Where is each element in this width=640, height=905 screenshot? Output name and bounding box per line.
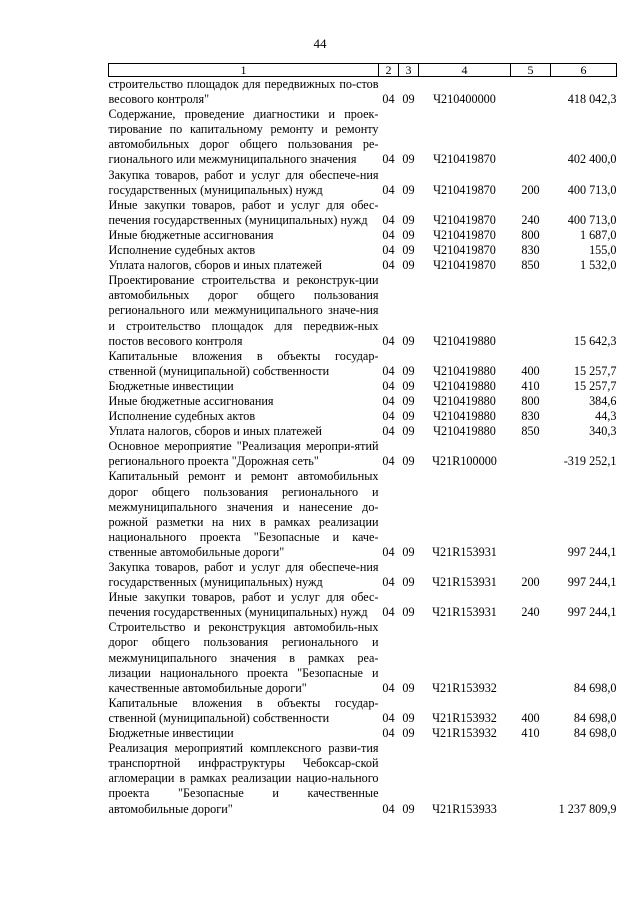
row-vr: 850 xyxy=(521,424,540,439)
row-csr: Ч210419870 xyxy=(433,243,496,258)
row-name: Иные бюджетные ассигнования xyxy=(108,393,274,408)
header-col-csr: 4 xyxy=(419,64,511,77)
row-vr xyxy=(511,107,551,167)
row-razdel: 04 xyxy=(382,801,395,816)
table-row xyxy=(109,696,617,726)
table-row xyxy=(109,424,617,439)
row-podrazdel: 09 xyxy=(402,258,415,273)
header-col-razdel: 2 xyxy=(379,64,399,77)
row-razdel: 04 xyxy=(382,710,395,725)
row-csr: Ч21R153932 xyxy=(432,710,497,725)
row-csr: Ч21R153933 xyxy=(432,801,497,816)
row-vr: 830 xyxy=(521,409,540,424)
row-name: Уплата налогов, сборов и иных платежей xyxy=(108,258,322,273)
row-vr: 830 xyxy=(521,243,540,258)
table-row xyxy=(109,726,617,741)
row-podrazdel: 09 xyxy=(402,393,415,408)
row-csr: Ч210419880 xyxy=(433,378,496,393)
row-csr: Ч21R153931 xyxy=(432,605,497,620)
row-razdel: 04 xyxy=(382,454,395,469)
row-csr: Ч210419870 xyxy=(433,212,496,227)
table-row xyxy=(109,107,617,167)
table-row xyxy=(109,620,617,695)
row-razdel: 04 xyxy=(382,243,395,258)
table-row xyxy=(109,258,617,273)
header-col-podrazdel: 3 xyxy=(399,64,419,77)
table-header-row xyxy=(109,64,617,77)
table-row xyxy=(109,379,617,394)
row-csr: Ч210419870 xyxy=(433,182,496,197)
row-name: Строительство и реконструкция автомобиль-ных дорог общего пользования регионального и межмуниципального значения в рамках реа-лизации национального проекта "Безопасные и качественные автомобильные дороги" xyxy=(108,620,379,695)
row-csr: Ч210419880 xyxy=(433,424,496,439)
row-sum: 384,6 xyxy=(589,393,617,408)
row-sum: 402 400,0 xyxy=(567,152,617,167)
row-razdel: 04 xyxy=(382,575,395,590)
row-podrazdel: 09 xyxy=(402,227,415,242)
row-podrazdel: 09 xyxy=(402,575,415,590)
row-csr: Ч210419870 xyxy=(433,227,496,242)
header-col-name: 1 xyxy=(109,64,379,77)
row-razdel: 04 xyxy=(382,680,395,695)
row-podrazdel: 09 xyxy=(402,333,415,348)
row-vr: 240 xyxy=(521,212,540,227)
row-podrazdel: 09 xyxy=(402,182,415,197)
table-row xyxy=(109,273,617,348)
row-podrazdel: 09 xyxy=(402,726,415,741)
row-csr: Ч210419880 xyxy=(433,363,496,378)
page-number: 44 xyxy=(313,36,327,51)
row-vr: 410 xyxy=(521,726,540,741)
row-sum: 400 713,0 xyxy=(567,212,617,227)
row-vr xyxy=(511,273,551,348)
row-sum: 1 687,0 xyxy=(579,227,617,242)
row-vr xyxy=(511,77,551,108)
row-name: Содержание, проведение диагностики и проек-тирование по капитальному ремонту и ремонту автомобильных дорог общего пользования ре-гионального или межмуниципального значения xyxy=(108,107,379,167)
row-csr: Ч21R153932 xyxy=(432,680,497,695)
row-sum: 1 237 809,9 xyxy=(558,801,617,816)
row-vr: 240 xyxy=(521,605,540,620)
row-razdel: 04 xyxy=(382,605,395,620)
row-csr: Ч210419870 xyxy=(433,258,496,273)
row-podrazdel: 09 xyxy=(402,409,415,424)
row-razdel: 04 xyxy=(382,363,395,378)
row-razdel: 04 xyxy=(382,409,395,424)
header-col-sum: 6 xyxy=(551,64,617,77)
row-vr xyxy=(511,439,551,469)
row-razdel: 04 xyxy=(382,333,395,348)
row-vr: 200 xyxy=(521,182,540,197)
row-csr: Ч210419880 xyxy=(433,393,496,408)
row-name: Капитальный ремонт и ремонт автомобильных дорог общего пользования регионального и межмуниципального значения и нанесение до-рожной разметки на них в рамках реализации национального проекта "Безопасные и каче-ственные автомобильные дороги" xyxy=(108,469,379,559)
row-podrazdel: 09 xyxy=(402,680,415,695)
row-razdel: 04 xyxy=(382,378,395,393)
header-col-vr: 5 xyxy=(511,64,551,77)
row-name: Закупка товаров, работ и услуг для обеспече-ния государственных (муниципальных) нужд xyxy=(108,167,379,197)
row-sum: 84 698,0 xyxy=(573,680,617,695)
row-vr: 410 xyxy=(521,378,540,393)
row-podrazdel: 09 xyxy=(402,363,415,378)
table-row xyxy=(109,77,617,108)
row-sum: 44,3 xyxy=(595,409,617,424)
row-vr: 850 xyxy=(521,258,540,273)
table-row xyxy=(109,590,617,620)
row-name: Реализация мероприятий комплексного разви-тия транспортной инфраструктуры Чебоксар-ской агломерации в рамках реализации нацио-нального проекта "Безопасные и качественные автомобильные дороги" xyxy=(108,741,379,816)
row-name: Капитальные вложения в объекты государ-ственной (муниципальной) собственности xyxy=(108,695,379,725)
row-name: Иные бюджетные ассигнования xyxy=(108,227,274,242)
row-csr: Ч21R153932 xyxy=(432,726,497,741)
row-podrazdel: 09 xyxy=(402,152,415,167)
row-csr: Ч210400000 xyxy=(433,92,496,107)
row-sum: 15 257,7 xyxy=(573,363,617,378)
row-podrazdel: 09 xyxy=(402,378,415,393)
row-razdel: 04 xyxy=(382,726,395,741)
row-vr xyxy=(511,741,551,816)
row-razdel: 04 xyxy=(382,393,395,408)
table-row xyxy=(109,349,617,379)
row-csr: Ч210419870 xyxy=(433,152,496,167)
row-sum: 15 257,7 xyxy=(573,378,617,393)
row-sum: 84 698,0 xyxy=(573,726,617,741)
row-podrazdel: 09 xyxy=(402,801,415,816)
row-name: Иные закупки товаров, работ и услуг для обес-печения государственных (муниципальных) нужд xyxy=(108,197,379,227)
row-razdel: 04 xyxy=(382,258,395,273)
row-name: Проектирование строительства и реконструк-ции автомобильных дорог общего пользования регионального или межмуниципального значе-ния и строительство площадок для передвиж-ных постов весового контроля xyxy=(108,273,379,348)
table-row xyxy=(109,228,617,243)
row-sum: 997 244,1 xyxy=(567,544,617,559)
row-vr xyxy=(511,620,551,695)
row-name: Исполнение судебных актов xyxy=(108,409,256,424)
row-csr: Ч21R153931 xyxy=(432,575,497,590)
row-name: Основное мероприятие "Реализация меропри-ятий регионального проекта "Дорожная сеть" xyxy=(108,439,379,469)
row-sum: 84 698,0 xyxy=(573,710,617,725)
row-sum: 15 642,3 xyxy=(573,333,617,348)
table-row xyxy=(109,409,617,424)
table-row xyxy=(109,243,617,258)
row-name: Исполнение судебных актов xyxy=(108,243,256,258)
table-row xyxy=(109,439,617,469)
table-row xyxy=(109,560,617,590)
row-podrazdel: 09 xyxy=(402,212,415,227)
row-sum: 155,0 xyxy=(589,243,617,258)
table-row xyxy=(109,469,617,560)
row-razdel: 04 xyxy=(382,227,395,242)
row-podrazdel: 09 xyxy=(402,243,415,258)
row-name: Бюджетные инвестиции xyxy=(108,378,234,393)
table-row xyxy=(109,741,617,816)
row-sum: 418 042,3 xyxy=(567,92,617,107)
row-csr: Ч21R153931 xyxy=(432,544,497,559)
row-csr: Ч210419880 xyxy=(433,333,496,348)
table-row xyxy=(109,168,617,198)
row-sum: 997 244,1 xyxy=(567,575,617,590)
budget-table xyxy=(108,63,617,817)
row-razdel: 04 xyxy=(382,152,395,167)
row-name: Капитальные вложения в объекты государ-ственной (муниципальной) собственности xyxy=(108,348,379,378)
row-csr: Ч21R100000 xyxy=(432,454,497,469)
row-name: Закупка товаров, работ и услуг для обеспече-ния государственных (муниципальных) нужд xyxy=(108,560,379,590)
row-razdel: 04 xyxy=(382,212,395,227)
row-name: Иные закупки товаров, работ и услуг для обес-печения государственных (муниципальных) нужд xyxy=(108,590,379,620)
row-name: Бюджетные инвестиции xyxy=(108,726,234,741)
row-sum: 1 532,0 xyxy=(579,258,617,273)
row-csr: Ч210419880 xyxy=(433,409,496,424)
table-row xyxy=(109,394,617,409)
row-razdel: 04 xyxy=(382,424,395,439)
row-sum: 400 713,0 xyxy=(567,182,617,197)
row-vr xyxy=(511,469,551,560)
row-razdel: 04 xyxy=(382,544,395,559)
row-podrazdel: 09 xyxy=(402,710,415,725)
row-name: Уплата налогов, сборов и иных платежей xyxy=(108,424,322,439)
row-razdel: 04 xyxy=(382,182,395,197)
row-vr: 400 xyxy=(521,363,540,378)
row-vr: 800 xyxy=(521,393,540,408)
row-razdel: 04 xyxy=(382,92,395,107)
row-sum: 997 244,1 xyxy=(567,605,617,620)
row-vr: 800 xyxy=(521,227,540,242)
row-sum: -319 252,1 xyxy=(563,454,617,469)
row-name: строительство площадок для передвижных по-стов весового контроля" xyxy=(108,77,379,107)
row-vr: 200 xyxy=(521,575,540,590)
row-vr: 400 xyxy=(521,710,540,725)
row-podrazdel: 09 xyxy=(402,605,415,620)
row-sum: 340,3 xyxy=(589,424,617,439)
row-podrazdel: 09 xyxy=(402,424,415,439)
row-podrazdel: 09 xyxy=(402,544,415,559)
row-podrazdel: 09 xyxy=(402,454,415,469)
table-row xyxy=(109,198,617,228)
row-podrazdel: 09 xyxy=(402,92,415,107)
